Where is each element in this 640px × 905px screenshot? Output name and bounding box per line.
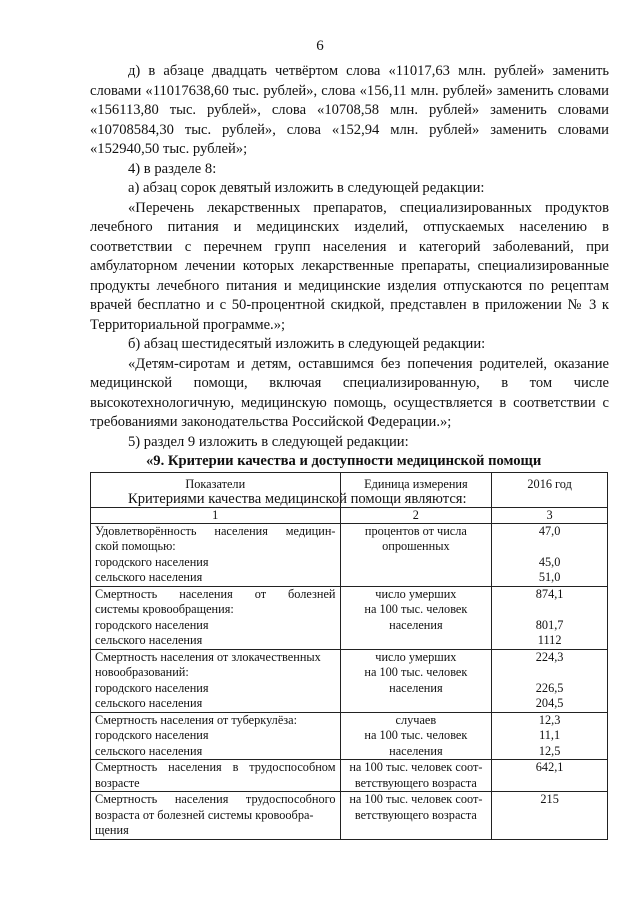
- paragraph-orphans: «Детям-сиротам и детям, оставшимся без попечения родителей, оказание медицинской помощи, включая специализированную, в том числе высокотехнологичную, медицинскую помощь, осуществляется в соответствии с требованиями законодательства Российской Федерации.»;: [90, 355, 609, 430]
- indicator-line: системы кровообращения:: [95, 602, 234, 616]
- value-line: 874,1: [535, 586, 564, 601]
- unit-line: случаев: [395, 712, 437, 727]
- unit-line: на 100 тыс. человек соот-: [349, 760, 483, 774]
- indicator-line: сельского населения: [95, 633, 203, 647]
- column-number-row: [91, 507, 608, 523]
- value-line: 224,3: [535, 649, 564, 664]
- value-line: 51,0: [538, 570, 561, 584]
- unit-line: на 100 тыс. человек: [364, 728, 468, 742]
- column-header: Единица измерения: [340, 473, 492, 508]
- value-line: [496, 539, 603, 555]
- unit-cell: [340, 792, 492, 840]
- unit-cell: [340, 712, 492, 760]
- indicator-line: городского населения: [95, 617, 209, 632]
- value-line: [496, 665, 603, 681]
- unit-cell: [340, 649, 492, 712]
- table-row: [91, 712, 608, 760]
- indicator-line: городского населения: [95, 728, 209, 742]
- table-row: [91, 760, 608, 792]
- value-line: 45,0: [538, 554, 561, 569]
- unit-cell: [340, 760, 492, 792]
- paragraph-section-8: 4) в разделе 8:: [128, 160, 217, 177]
- column-number: 1: [91, 507, 341, 523]
- unit-line: ветствующего возраста: [354, 775, 477, 790]
- value-line: 11,1: [539, 728, 561, 742]
- indicator-line: возрасте: [95, 775, 140, 790]
- table-row: [91, 586, 608, 649]
- indicator-line: Смертность населения от туберкулёза:: [95, 712, 298, 727]
- page-number: 6: [316, 38, 324, 54]
- indicator-cell: [91, 523, 341, 586]
- unit-line: на 100 тыс. человек: [364, 602, 468, 616]
- unit-cell: [340, 523, 492, 586]
- paragraph-amend-b: б) абзац шестидесятый изложить в следующей редакции:: [128, 336, 486, 352]
- unit-line: процентов от числа: [364, 523, 467, 538]
- table-header-row: [91, 473, 608, 508]
- unit-line: населения: [389, 680, 443, 695]
- value-line: 801,7: [535, 617, 564, 632]
- indicator-line: сельского населения: [95, 696, 203, 710]
- column-number: 2: [340, 507, 492, 523]
- table-row: [91, 523, 608, 586]
- indicator-line: Смертность населения от злокачественных: [95, 649, 321, 664]
- indicator-line: сельского населения: [95, 743, 203, 758]
- indicator-line: городского населения: [95, 554, 209, 569]
- value-line: [496, 808, 603, 824]
- value-cell: [492, 792, 608, 840]
- column-header: 2016 год: [492, 473, 608, 508]
- indicator-cell: [91, 649, 341, 712]
- value-line: 12,3: [538, 712, 561, 727]
- document-body: [90, 62, 609, 509]
- value-line: 204,5: [535, 696, 564, 710]
- criteria-intro: Критериями качества медицинской помощи являются:: [128, 490, 467, 507]
- paragraph-amend-a: а) абзац сорок девятый изложить в следующей редакции:: [128, 180, 485, 196]
- value-cell: [492, 523, 608, 586]
- value-line: 47,0: [538, 523, 561, 538]
- paragraph-section-9: 5) раздел 9 изложить в следующей редакции:: [128, 433, 409, 450]
- indicator-line: городского населения: [95, 680, 209, 695]
- indicator-line: возраста от болезней системы кровообра-: [95, 807, 314, 822]
- indicator-line: сельского населения: [95, 570, 203, 584]
- unit-line: на 100 тыс. человек: [364, 665, 468, 679]
- table-row: [91, 792, 608, 840]
- indicator-line: Смертность населения в трудоспособном: [95, 760, 336, 774]
- unit-cell: [340, 586, 492, 649]
- indicator-cell: [91, 760, 341, 792]
- section-heading: «9. Критерии качества и доступности медицинской помощи: [146, 453, 542, 469]
- indicator-line: щения: [95, 823, 129, 837]
- unit-line: на 100 тыс. человек соот-: [349, 792, 483, 806]
- indicator-cell: [91, 712, 341, 760]
- column-header: Показатели: [91, 473, 341, 508]
- paragraph-amend-d: д) в абзаце двадцать четвёртом слова «11017,63 млн. рублей» заменить словами «11017638,60 тыс. рублей», слова «156,11 млн. рублей» заменить словами «156113,80 тыс. рублей», слова «10708,58 млн. рублей» заменить словами «10708584,30 тыс. рублей», слова «152,94 млн. рублей» заменить словами «152940,50 тыс. рублей»;: [90, 63, 609, 157]
- value-line: 215: [540, 792, 559, 806]
- value-line: 1112: [537, 633, 562, 647]
- value-cell: [492, 586, 608, 649]
- value-line: [496, 823, 603, 839]
- unit-line: населения: [389, 617, 443, 632]
- value-line: 226,5: [535, 680, 564, 695]
- unit-line: опрошенных: [382, 539, 450, 553]
- value-line: [496, 776, 603, 792]
- indicator-line: Смертность населения от болезней: [95, 586, 336, 601]
- paragraph-medicines-list: «Перечень лекарственных препаратов, специализированных продуктов лечебного питания и медицинских изделий, отпускаемых населению в соответствии с перечнем групп населения и категорий заболеваний, при амбулаторном лечении которых лекарственные препараты, специализированные продукты лечебного питания и медицинские изделия отпускаются по рецептам врачей бесплатно и с 50-процентной скидкой, представлен в приложении № 3 к Территориальной программе.»;: [90, 199, 609, 333]
- indicator-line: новообразований:: [95, 665, 189, 679]
- criteria-table: [90, 472, 608, 840]
- indicator-cell: [91, 792, 341, 840]
- indicator-line: ской помощью:: [95, 539, 176, 553]
- value-line: [496, 602, 603, 618]
- table-row: [91, 649, 608, 712]
- unit-line: число умерших: [375, 586, 457, 601]
- indicator-cell: [91, 586, 341, 649]
- column-number: 3: [492, 507, 608, 523]
- value-cell: [492, 649, 608, 712]
- value-cell: [492, 712, 608, 760]
- unit-line: число умерших: [375, 649, 457, 664]
- value-cell: [492, 760, 608, 792]
- unit-line: населения: [389, 743, 443, 758]
- value-line: 642,1: [535, 760, 564, 774]
- unit-line: ветствующего возраста: [354, 807, 477, 822]
- value-line: 12,5: [538, 743, 561, 758]
- indicator-line: Смертность населения трудоспособного: [95, 792, 336, 806]
- indicator-line: Удовлетворённость населения медицин-: [95, 523, 336, 538]
